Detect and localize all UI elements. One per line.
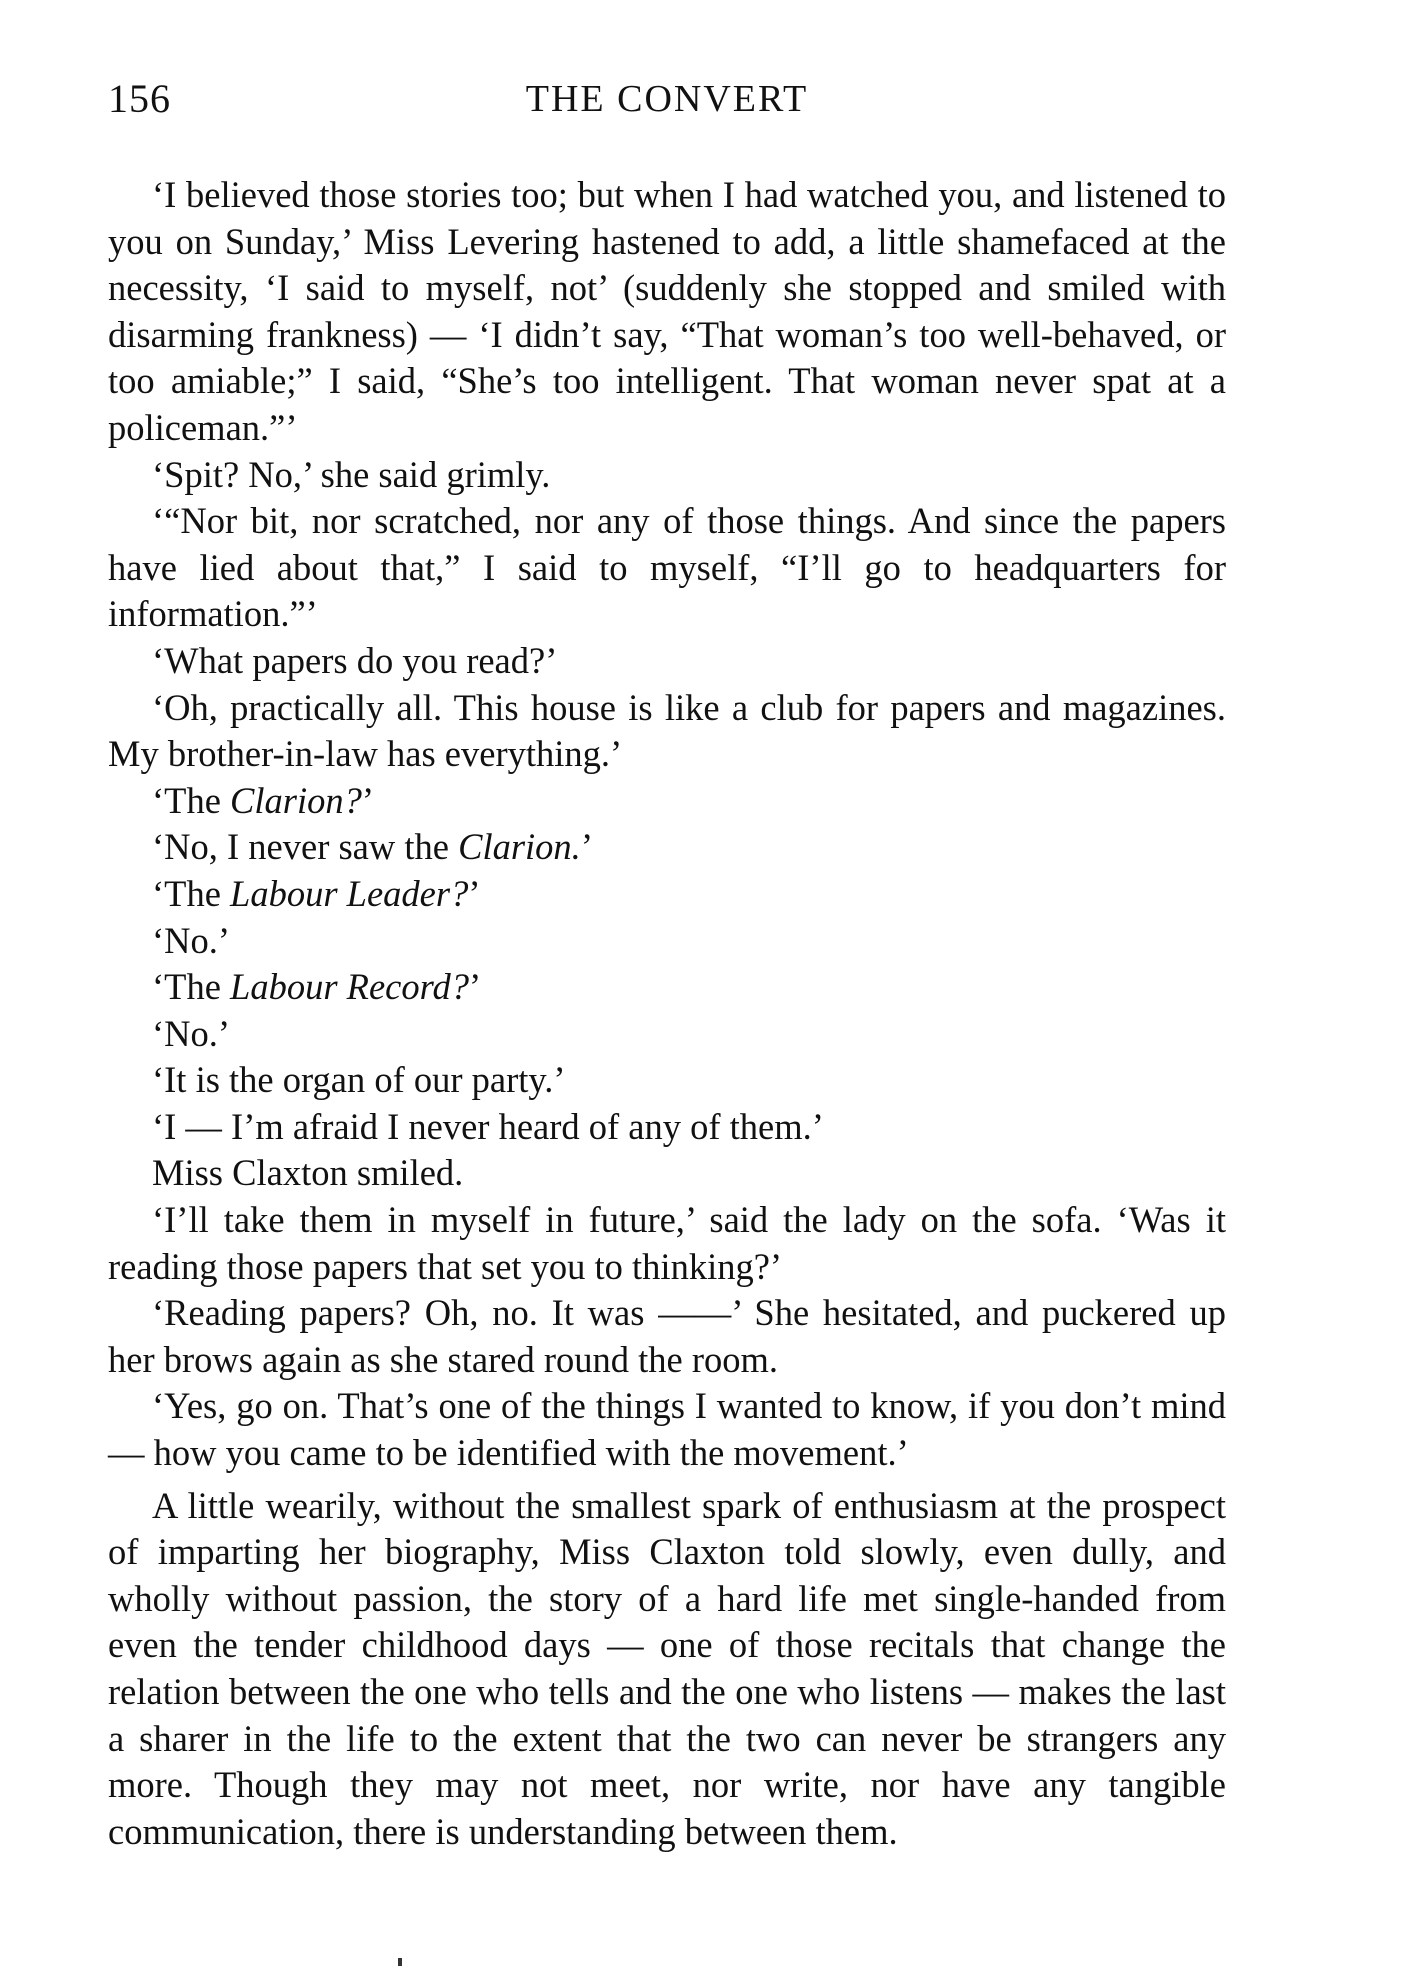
paragraph — [108, 1197, 1226, 1290]
paragraph-text: Miss Claxton smiled. — [152, 1152, 464, 1194]
paragraph — [108, 452, 1226, 499]
paragraph — [108, 1104, 1226, 1151]
paragraph — [108, 918, 1226, 965]
paragraph-text: ‘I believed those stories too; but when I had watched you, and listened to you on Sunday,’ Miss Levering hastened to add, a little shamefaced at the necessity, ‘I said to myself, not’ (suddenly she stopped and smiled with disarming frankness) — ‘I didn’t say, “That woman’s too well-behaved, or too amiable;” I said, “She’s too intelligent. That woman never spat at a policeman.”’ — [108, 174, 1226, 448]
body-text — [108, 172, 1226, 1855]
paragraph-text: ‘Reading papers? Oh, no. It was ——’ She hesitated, and puckered up her brows again as she stared round the room. — [108, 1292, 1226, 1380]
paragraph — [108, 1483, 1226, 1856]
paragraph-text: ‘I — I’m afraid I never heard of any of them.’ — [152, 1105, 824, 1147]
paragraph-text: ‘I’ll take them in myself in future,’ said the lady on the sofa. ‘Was it reading those papers that set you to thinking?’ — [108, 1199, 1226, 1287]
paragraph — [108, 1150, 1226, 1197]
paragraph-text: ’ — [468, 872, 481, 914]
paragraph-text: ’ — [580, 826, 593, 868]
page-number: 156 — [108, 76, 171, 121]
paragraph — [108, 1290, 1226, 1383]
paragraph-italic-text: Clarion? — [230, 779, 362, 821]
paragraph-text: ‘No.’ — [152, 919, 231, 961]
paragraph-text: ‘The — [152, 872, 231, 914]
paragraph — [108, 824, 1226, 871]
paragraph — [108, 871, 1226, 918]
paragraph — [108, 638, 1226, 685]
paragraph — [108, 1057, 1226, 1104]
paragraph — [108, 778, 1226, 825]
page-header — [108, 72, 1226, 126]
paragraph-text: ‘It is the organ of our party.’ — [152, 1059, 566, 1101]
printer-mark — [398, 1958, 402, 1966]
running-title: THE CONVERT — [525, 78, 809, 120]
paragraph-text: ‘Oh, practically all. This house is like a club for papers and magazines. My brother-in-law has everything.’ — [108, 686, 1226, 775]
paragraph — [108, 1383, 1226, 1476]
paragraph-italic-text: Labour Record? — [230, 966, 469, 1008]
paragraph-text: ‘No.’ — [152, 1012, 231, 1054]
paragraph-italic-text: Labour Leader? — [230, 872, 469, 914]
paragraph-text: ’ — [361, 779, 375, 821]
paragraph-text: ’ — [468, 966, 482, 1008]
paragraph-text: A little wearily, without the smallest spark of enthusiasm at the prospect of imparting her biography, Miss Claxton told slowly, even dully, and wholly without passion, the story of a hard life met single-handed from even the tender childhood days — one of those recitals that change the relation between the one who tells and the one who listens — makes the last a sharer in the life to the extent that the two can never be strangers any more. Though they may not meet, nor write, nor have any tangible communication, there is understanding between them. — [108, 1484, 1226, 1852]
paragraph-text: ‘The — [152, 779, 231, 821]
paragraph — [108, 1011, 1226, 1058]
paragraph — [108, 498, 1226, 638]
paragraph-italic-text: Clarion. — [458, 826, 581, 868]
paragraph — [108, 964, 1226, 1011]
paragraph-text: ‘Yes, go on. That’s one of the things I wanted to know, if you don’t mind — how you came to be identified with the movement.’ — [108, 1385, 1226, 1474]
paragraph-text: ‘The — [152, 966, 231, 1008]
paragraph-text: ‘“Nor bit, nor scratched, nor any of those things. And since the papers have lied about that,” I said to myself, “I’ll go to headquarters for information.”’ — [108, 500, 1226, 635]
paragraph — [108, 172, 1226, 452]
paragraph-text: ‘No, I never saw the — [152, 826, 459, 868]
paragraph-text: ‘What papers do you read?’ — [152, 639, 558, 681]
paragraph — [108, 685, 1226, 778]
paragraph-text: ‘Spit? No,’ she said grimly. — [152, 453, 551, 495]
